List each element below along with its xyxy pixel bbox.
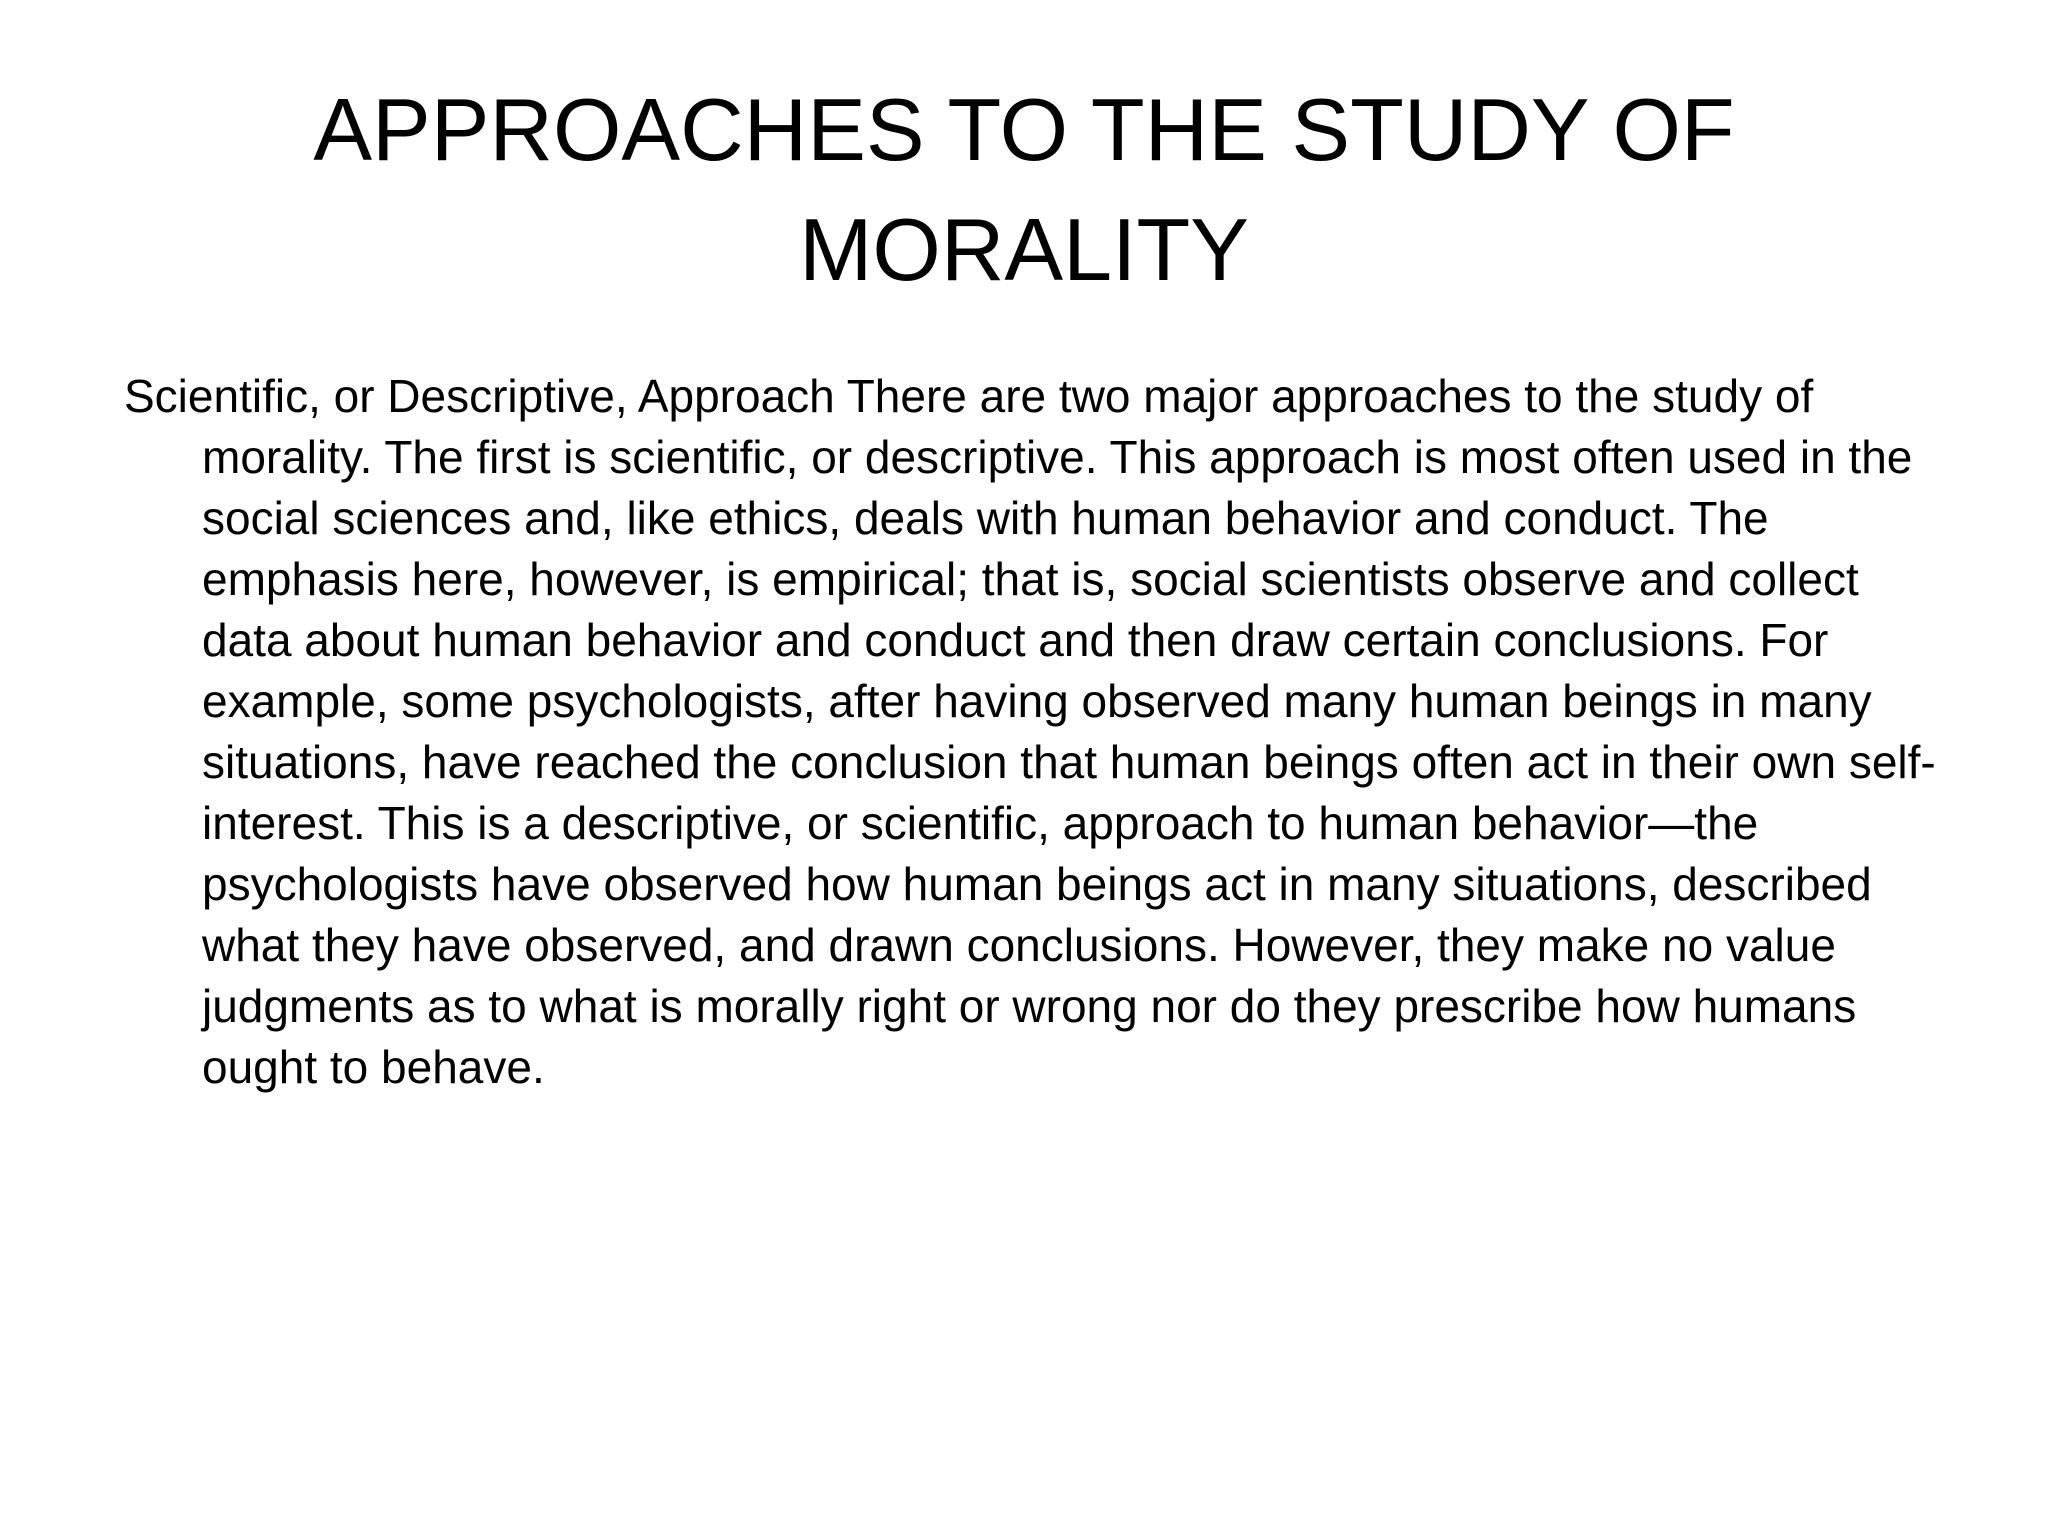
slide-title [140, 70, 1908, 310]
slide-body [124, 366, 1954, 1098]
slide-title-line-1: APPROACHES TO THE STUDY OF [313, 80, 1735, 179]
slide-title-line-2: MORALITY [799, 200, 1249, 299]
body-paragraph: Scientific, or Descriptive, Approach There are two major approaches to the study of morality. The first is scientific, or descriptive. This approach is most often used in the social sciences and, like ethics, deals with human behavior and conduct. The emphasis here, however, is empirical; that is, social scientists observe and collect data about human behavior and conduct and then draw certain conclusions. For example, some psychologists, after having observed many human beings in many situations, have reached the conclusion that human beings often act in their own self-interest. This is a descriptive, or scientific, approach to human behavior—the psychologists have observed how human beings act in many situations, described what they have observed, and drawn conclusions. However, they make no value judgments as to what is morally right or wrong nor do they prescribe how humans ought to behave. [124, 370, 1936, 1093]
